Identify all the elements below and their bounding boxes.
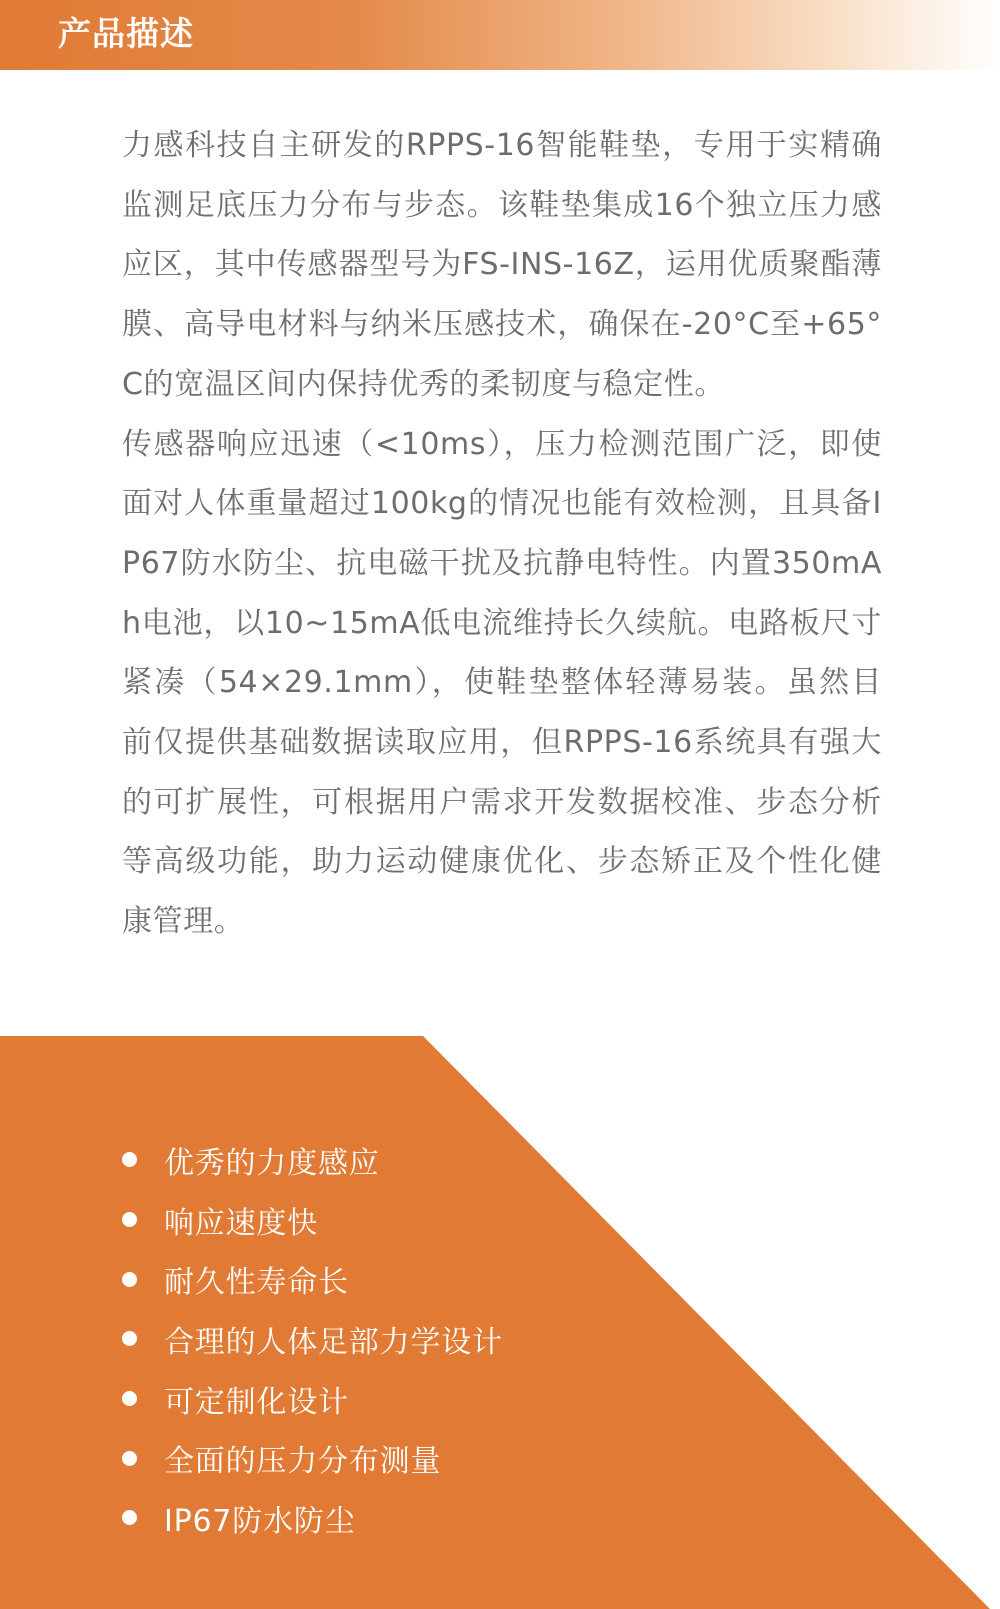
feature-label: 优秀的力度感应 [164,1145,380,1181]
bullet-dot-icon [122,1331,137,1346]
description-paragraph-1: 力感科技自主研发的RPPS-16智能鞋垫，专用于实精确监测足底压力分布与步态。该鞋垫集成16个独立压力感应区，其中传感器型号为FS-INS-16Z，运用优质聚酯薄膜、高导电材料与纳米压感技术，确保在-20°C至+65°C的宽温区间内保持优秀的柔韧度与稳定性。 [122,128,882,402]
bullet-dot-icon [122,1272,137,1287]
feature-item [122,1369,503,1429]
bullet-dot-icon [122,1391,137,1406]
bullet-dot-icon [122,1451,137,1466]
feature-label: 可定制化设计 [164,1384,349,1420]
feature-item [122,1428,503,1488]
feature-label: 全面的压力分布测量 [164,1444,442,1480]
bullet-dot-icon [122,1510,137,1525]
description-paragraph-2: 传感器响应迅速（<10ms），压力检测范围广泛，即使面对人体重量超过100kg的情况也能有效检测，且具备IP67防水防尘、抗电磁干扰及抗静电特性。内置350mAh电池，以10~15mA低电流维持长久续航。电路板尺寸紧凑（54×29.1mm），使鞋垫整体轻薄易装。虽然目前仅提供基础数据读取应用，但RPPS-16系统具有强大的可扩展性，可根据用户需求开发数据校准、步态分析等高级功能，助力运动健康优化、步态矫正及个性化健康管理。 [122,426,882,940]
bullet-dot-icon [122,1212,137,1227]
feature-item [122,1190,503,1250]
feature-label: 响应速度快 [164,1205,318,1241]
bullet-dot-icon [122,1152,137,1167]
feature-item [122,1309,503,1369]
feature-list [122,1130,503,1548]
feature-item [122,1249,503,1309]
feature-item [122,1130,503,1190]
section-title: 产品描述 [58,14,194,53]
product-description [122,116,882,952]
feature-item [122,1488,503,1548]
header-bar [0,0,1000,70]
feature-label: IP67防水防尘 [164,1503,356,1539]
feature-label: 合理的人体足部力学设计 [164,1324,503,1360]
feature-label: 耐久性寿命长 [164,1265,349,1301]
